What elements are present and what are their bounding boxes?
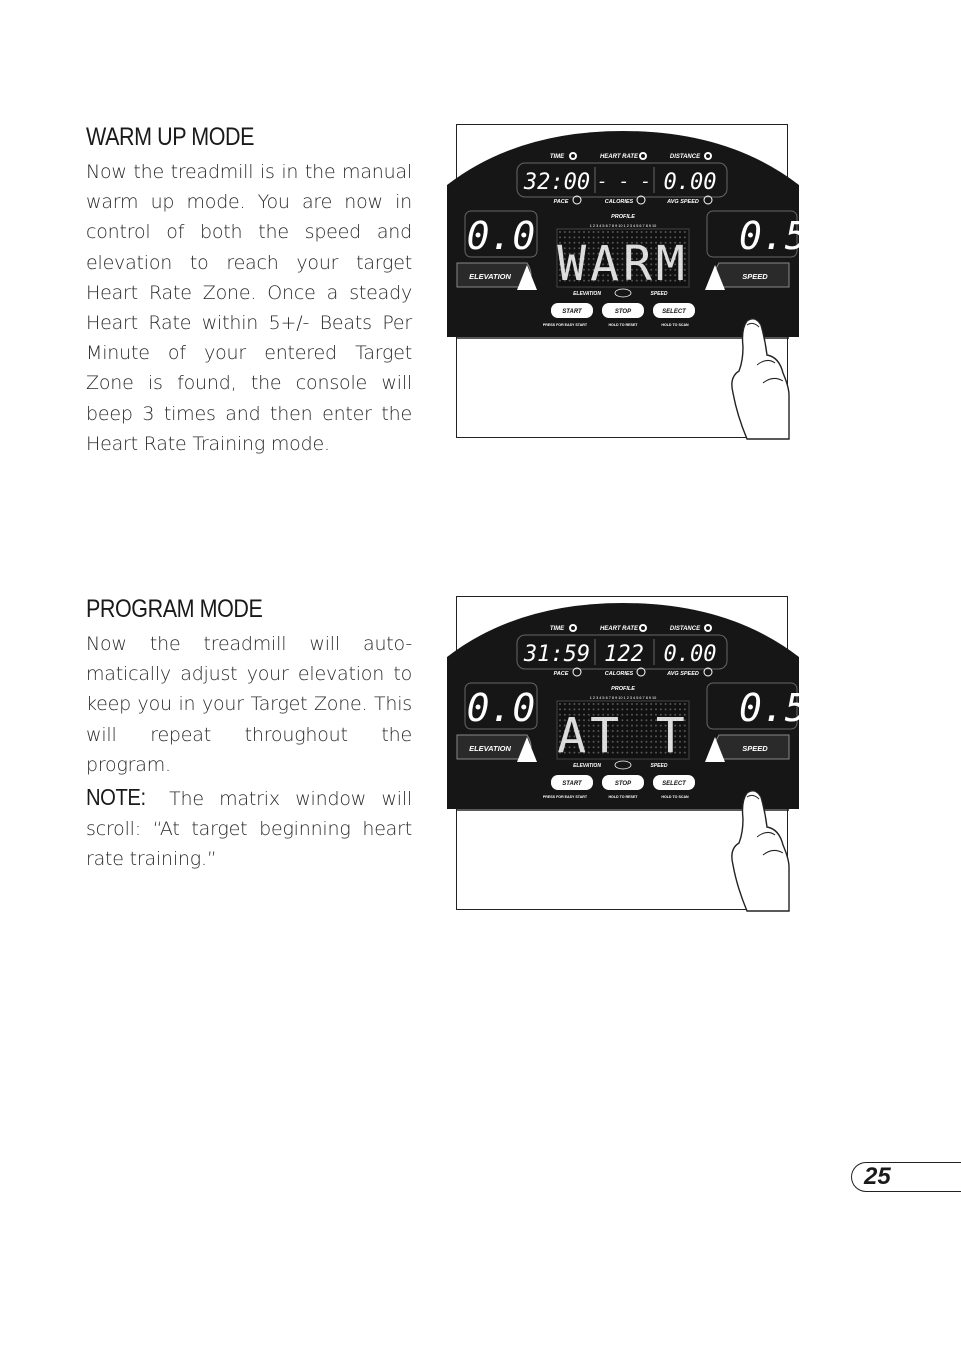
press-start-caption: PRESS FOR EASY START — [542, 795, 588, 799]
label-profile: PROFILE — [611, 214, 635, 220]
select-button-label: SELECT — [662, 781, 686, 787]
console-illustration — [457, 597, 808, 911]
display-distance: 0.00 — [663, 642, 717, 667]
label-distance: DISTANCE — [669, 154, 701, 160]
display-time: 31:59 — [523, 642, 591, 667]
hold-scan-caption: HOLD TO SCAN — [661, 795, 689, 799]
label-elevation-small: ELEVATION — [573, 763, 601, 769]
page-number-tab — [851, 1162, 961, 1192]
display-heart-rate: 122 — [604, 642, 644, 667]
note-label: NOTE: — [86, 784, 146, 811]
label-speed-small: SPEED — [650, 763, 668, 769]
display-speed: 0.5 — [739, 686, 808, 730]
label-heart-rate: HEART RATE — [599, 154, 639, 160]
display-elevation: 0.0 — [466, 686, 536, 730]
matrix-text: AT T — [557, 708, 689, 764]
start-button-label: START — [562, 309, 582, 315]
label-time: TIME — [549, 154, 565, 160]
profile-scale: 1 2 3 4 5 6 7 8 9 10 1 2 3 4 5 6 7 8 9 10 — [589, 224, 657, 228]
matrix-text: WARM — [557, 236, 689, 292]
label-avg-speed: AVG SPEED — [667, 199, 699, 205]
profile-scale: 1 2 3 4 5 6 7 8 9 10 1 2 3 4 5 6 7 8 9 10 — [589, 696, 657, 700]
display-elevation: 0.0 — [466, 214, 536, 258]
section-body-warm-up: Now the treadmill is in the manual warm up mode. You are now in control of both the speed and elevation to reach your target Heart Rate Zone. Once a steady Heart Rate within 5+/- Beats Per Minute of your entered Target Zone is found, the console will beep 3 times and then enter the Heart Rate Training mode. — [86, 161, 412, 455]
page-number: 25 — [864, 1163, 891, 1190]
label-elevation: ELEVATION — [469, 272, 511, 281]
label-heart-rate: HEART RATE — [599, 626, 639, 632]
console-illustration — [457, 125, 808, 439]
display-time: 32:00 — [523, 170, 591, 195]
display-speed: 0.5 — [739, 214, 808, 258]
section-heading-program: PROGRAM MODE — [86, 595, 263, 623]
console-figure-program — [456, 596, 808, 910]
press-start-caption: PRESS FOR EASY START — [542, 323, 588, 327]
note-text: The matrix window will scroll: “At target beginning heart rate training.” — [86, 788, 412, 871]
display-distance: 0.00 — [663, 170, 717, 195]
label-distance: DISTANCE — [669, 626, 701, 632]
hold-scan-caption: HOLD TO SCAN — [661, 323, 689, 327]
hold-reset-caption: HOLD TO RESET — [608, 795, 638, 799]
select-button-label: SELECT — [662, 309, 686, 315]
hold-reset-caption: HOLD TO RESET — [608, 323, 638, 327]
console-figure-warm-up — [456, 124, 808, 438]
display-heart-rate: - - - — [596, 171, 652, 192]
program-body-text: Now the treadmill will auto-matically adjust your elevation to keep you in your Target Zone. This will repeat throughout the program. — [86, 633, 412, 776]
label-pace: PACE — [553, 199, 569, 205]
label-avg-speed: AVG SPEED — [667, 671, 699, 677]
label-speed-small: SPEED — [650, 291, 668, 297]
note-paragraph — [86, 782, 412, 875]
label-elevation: ELEVATION — [469, 744, 511, 753]
label-calories: CALORIES — [604, 199, 634, 205]
start-button-label: START — [562, 781, 582, 787]
section-body-program — [86, 629, 412, 875]
label-calories: CALORIES — [604, 671, 634, 677]
label-time: TIME — [549, 626, 565, 632]
stop-button-label: STOP — [614, 781, 632, 787]
section-heading-warm-up: WARM UP MODE — [86, 123, 255, 151]
label-pace: PACE — [553, 671, 569, 677]
label-speed: SPEED — [742, 272, 768, 281]
label-speed: SPEED — [742, 744, 768, 753]
label-profile: PROFILE — [611, 686, 635, 692]
label-elevation-small: ELEVATION — [573, 291, 601, 297]
stop-button-label: STOP — [614, 309, 632, 315]
